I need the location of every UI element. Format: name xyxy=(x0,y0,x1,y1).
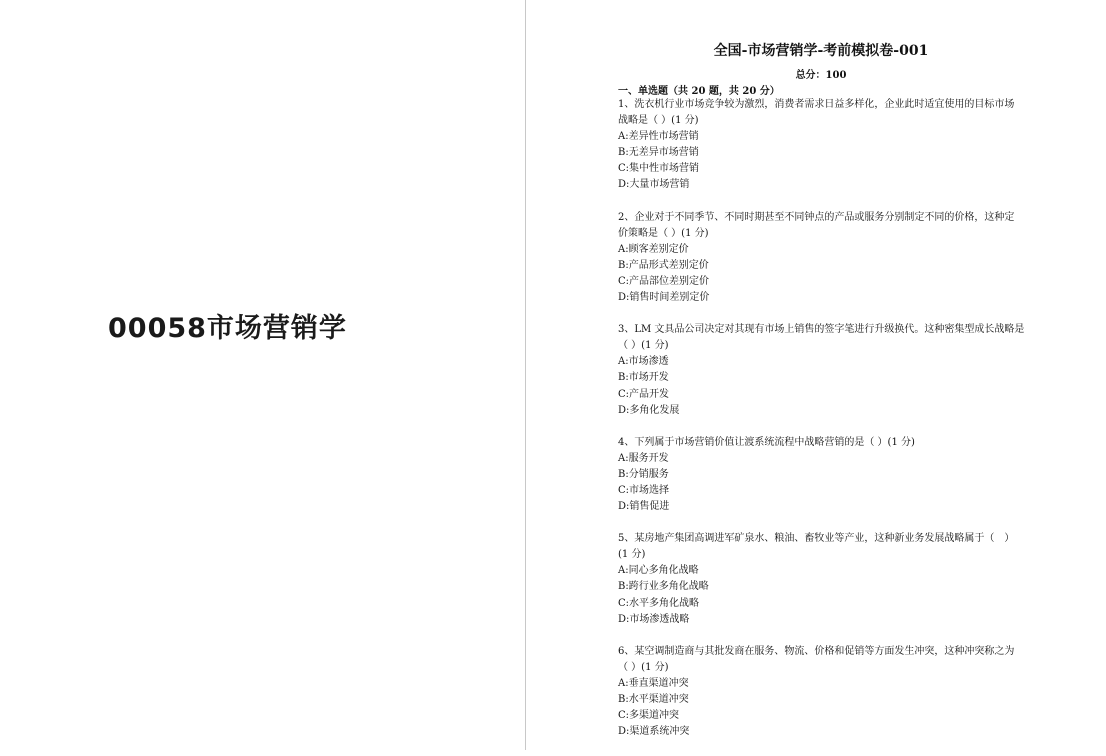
option-d: D:销售时间差别定价 xyxy=(618,292,710,304)
option-a: A:差异性市场营销 xyxy=(618,131,699,143)
option-c: C:集中性市场营销 xyxy=(618,163,700,175)
exam-page xyxy=(526,0,1106,750)
option-d: D:多角化发展 xyxy=(618,404,680,416)
option-c: C:市场选择 xyxy=(618,484,670,496)
option-d: D:销售促进 xyxy=(618,501,670,513)
question-2 xyxy=(618,210,1046,307)
question-text-line: 1、洗衣机行业市场竞争较为激烈，消费者需求日益多样化，企业此时适宜使用的目标市场 xyxy=(618,99,1015,110)
question-6 xyxy=(618,644,1046,741)
option-d: D:大量市场营销 xyxy=(618,179,690,191)
question-text-line: （ ）(1 分) xyxy=(618,661,669,673)
option-a: A:同心多角化战略 xyxy=(618,565,699,577)
document-title: 全国-市场营销学-考前模拟卷-001 xyxy=(713,43,929,59)
option-c: C:产品开发 xyxy=(618,388,670,400)
question-text-line: 5、某房地产集团高调进军矿泉水、粮油、畜牧业等产业，这种新业务发展战略属于（ ） xyxy=(618,533,1015,545)
option-b: B:水平渠道冲突 xyxy=(618,694,689,705)
question-text-line: 战略是（ ）(1 分) xyxy=(618,115,699,127)
cover-title: 00058市场营销学 xyxy=(108,313,347,344)
option-d: D:渠道系统冲突 xyxy=(618,726,690,738)
question-5 xyxy=(618,531,1046,628)
question-text-line: 3、LM 文具品公司决定对其现有市场上销售的签字笔进行升级换代。这种密集型成长战略是 xyxy=(618,324,1025,336)
question-text-line: 价策略是（ ）(1 分) xyxy=(618,227,709,239)
question-list xyxy=(618,97,1046,756)
question-text-line: 4、下列属于市场营销价值让渡系统流程中战略营销的是（ ）(1 分) xyxy=(618,436,915,448)
option-d: D:市场渗透战略 xyxy=(618,613,690,625)
question-3 xyxy=(618,322,1046,419)
option-b: B:产品形式差别定价 xyxy=(618,259,709,271)
option-c: C:多渠道冲突 xyxy=(618,710,680,722)
cover-page xyxy=(0,0,525,750)
question-4 xyxy=(618,435,1046,515)
question-text-line: （ ）(1 分) xyxy=(618,340,669,352)
question-text-line: (1 分) xyxy=(618,549,646,561)
option-c: C:水平多角化战略 xyxy=(618,597,700,609)
option-c: C:产品部位差别定价 xyxy=(618,275,710,287)
question-text-line: 6、某空调制造商与其批发商在服务、物流、价格和促销等方面发生冲突，这种冲突称之为 xyxy=(618,645,1015,657)
option-a: A:顾客差别定价 xyxy=(618,243,689,255)
option-b: B:分销服务 xyxy=(618,468,669,480)
section-heading: 一、单选题（共 20 题，共 20 分） xyxy=(618,86,780,97)
option-a: A:垂直渠道冲突 xyxy=(618,677,689,689)
option-b: B:市场开发 xyxy=(618,372,669,384)
question-1 xyxy=(618,97,1046,194)
total-score: 总分：100 xyxy=(795,70,847,81)
question-text-line: 2、企业对于不同季节、不同时期甚至不同钟点的产品或服务分别制定不同的价格，这种定 xyxy=(618,211,1015,223)
option-b: B:跨行业多角化战略 xyxy=(618,581,709,593)
option-a: A:市场渗透 xyxy=(618,356,669,368)
option-b: B:无差异市场营销 xyxy=(618,147,699,159)
option-a: A:服务开发 xyxy=(618,452,669,464)
